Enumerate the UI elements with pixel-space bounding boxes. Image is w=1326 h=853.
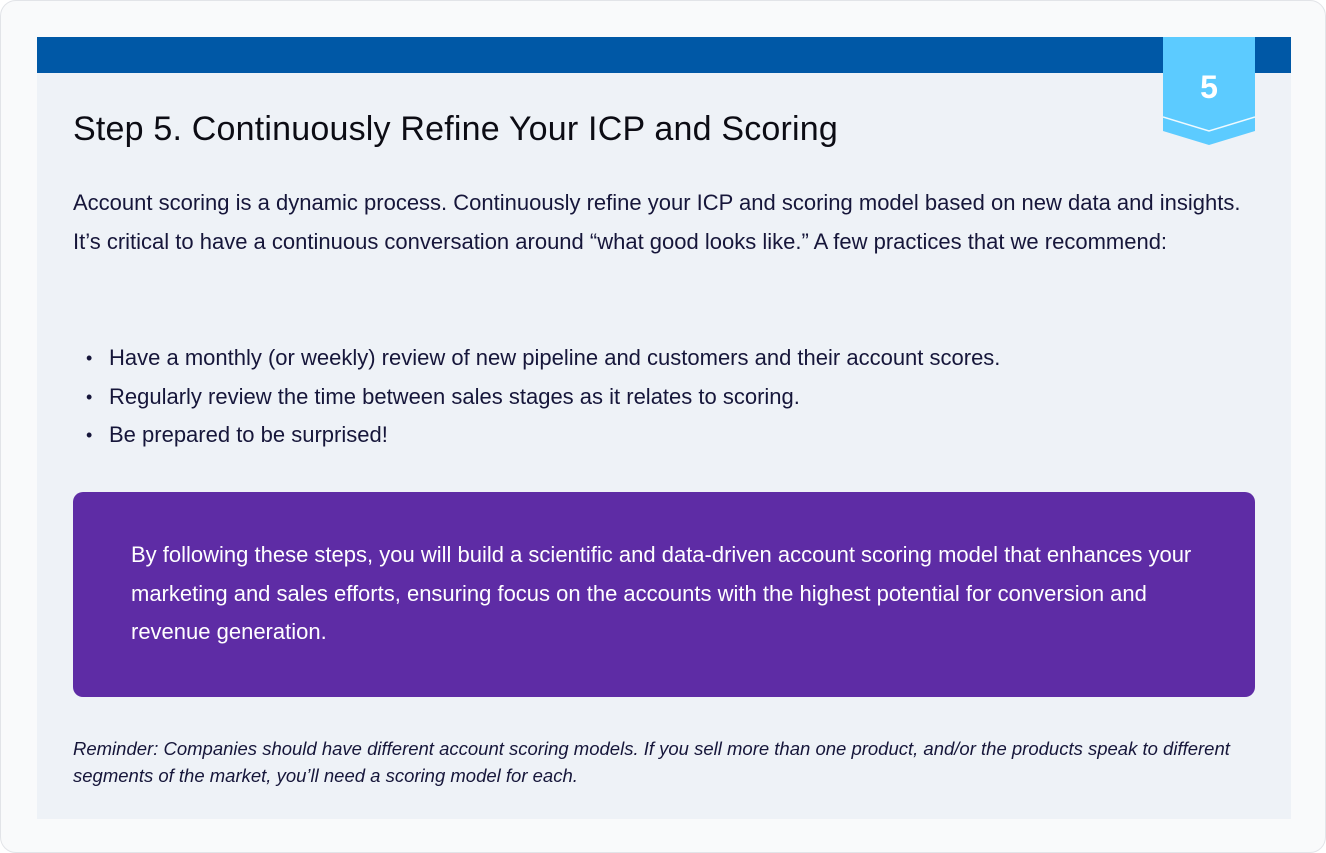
- summary-callout: [73, 492, 1255, 697]
- callout-text: By following these steps, you will build a scientific and data-driven account scoring model that enhances your marketing and sales efforts, ensuring focus on the accounts with the highest potential for conversion and revenue generation.: [131, 542, 1192, 644]
- bullet-dot-icon: •: [86, 348, 93, 368]
- step-badge: [1163, 37, 1255, 145]
- bullet-dot-icon: •: [86, 425, 93, 445]
- list-item-text: Have a monthly (or weekly) review of new pipeline and customers and their account scores.: [109, 345, 1001, 370]
- bullet-dot-icon: •: [86, 386, 93, 407]
- step-number: 5: [1200, 69, 1218, 105]
- list-item: [73, 339, 1253, 378]
- step-card: [37, 37, 1291, 819]
- practices-list: [73, 339, 1253, 455]
- list-item: [73, 416, 1253, 455]
- intro-paragraph: Account scoring is a dynamic process. Continuously refine your ICP and scoring model based on new data and insights. It’s critical to have a continuous conversation around “what good looks like.” A few practices that we recommend:: [73, 190, 1241, 254]
- list-item-text: Be prepared to be surprised!: [109, 422, 388, 447]
- reminder-note: Reminder: Companies should have different account scoring models. If you sell more than one product, and/or the products speak to different segments of the market, you’ll need a scoring model for each.: [73, 738, 1230, 786]
- list-item: [73, 378, 1253, 417]
- top-accent-bar: [37, 37, 1291, 73]
- page-title: Step 5. Continuously Refine Your ICP and Scoring: [73, 110, 839, 148]
- list-item-text: Regularly review the time between sales stages as it relates to scoring.: [109, 383, 800, 409]
